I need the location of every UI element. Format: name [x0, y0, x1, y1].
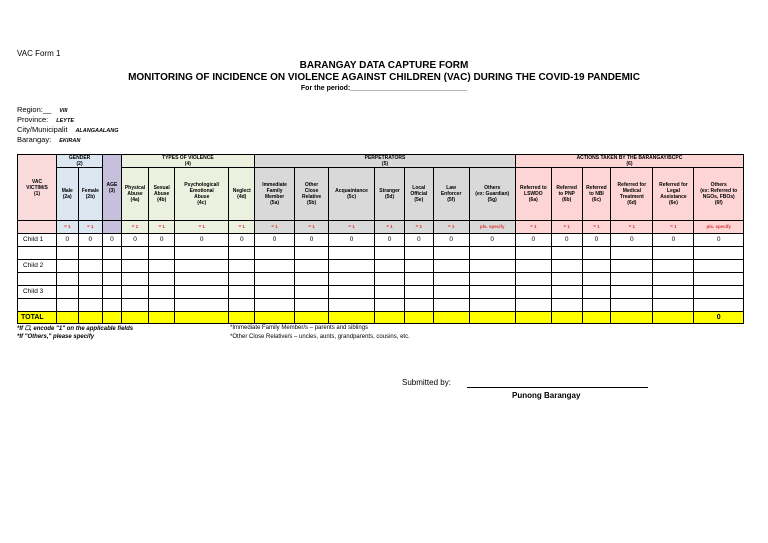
city-value: ALANGAALANG — [75, 128, 119, 134]
col-local-official: Local Official (5e) — [404, 168, 433, 221]
data-cell[interactable] — [582, 286, 611, 299]
note-other-relative: *Other Close Relative/s – uncles, aunts, grandparents, cousins, etc. — [230, 334, 410, 340]
data-cell[interactable] — [103, 260, 121, 273]
data-cell[interactable] — [611, 247, 653, 260]
data-cell[interactable]: 0 — [694, 234, 744, 247]
data-cell[interactable] — [103, 286, 121, 299]
data-cell[interactable]: 0 — [433, 234, 469, 247]
data-cell[interactable] — [469, 286, 515, 299]
col-neglect: Neglect (4d) — [229, 168, 255, 221]
data-cell[interactable] — [433, 247, 469, 260]
data-cell[interactable]: 0 — [582, 234, 611, 247]
data-cell[interactable] — [175, 286, 229, 299]
data-cell[interactable] — [653, 247, 694, 260]
instruction-cell — [18, 221, 57, 234]
col-stranger: Stranger (5d) — [375, 168, 405, 221]
data-cell[interactable] — [57, 260, 79, 273]
data-cell[interactable] — [404, 260, 433, 273]
data-cell[interactable] — [694, 273, 744, 286]
region-value: VIII — [59, 108, 68, 114]
col-physical-abuse: Physical Abuse (4a) — [121, 168, 149, 221]
note-encode: *If ☐, encode "1" on the applicable fields — [17, 326, 134, 332]
data-cell[interactable] — [469, 273, 515, 286]
data-cell[interactable] — [175, 247, 229, 260]
data-cell[interactable] — [515, 299, 551, 312]
data-cell[interactable] — [375, 286, 405, 299]
data-cell[interactable]: 0 — [515, 234, 551, 247]
data-cell[interactable] — [295, 260, 329, 273]
data-cell[interactable] — [653, 299, 694, 312]
data-cell[interactable] — [404, 299, 433, 312]
data-cell[interactable] — [611, 273, 653, 286]
vac-data-table — [17, 154, 744, 324]
instruction-cell: = 1 — [328, 221, 374, 234]
table-row — [18, 286, 744, 299]
data-cell[interactable]: 0 — [469, 234, 515, 247]
col-others-action: Others (ex: Referred to NGOs, FBOs) (6f) — [694, 168, 744, 221]
group-perpetrators: PERPETRATORS (5) — [255, 155, 516, 168]
data-cell[interactable]: 0 — [149, 234, 175, 247]
data-cell[interactable] — [404, 273, 433, 286]
data-cell[interactable] — [515, 260, 551, 273]
col-referred-lswdo: Referred to LSWDO (6a) — [515, 168, 551, 221]
data-cell[interactable]: 0 — [551, 234, 582, 247]
data-cell[interactable] — [295, 273, 329, 286]
data-cell[interactable] — [694, 286, 744, 299]
instruction-cell: = 1 — [582, 221, 611, 234]
instruction-cell: = 1 — [295, 221, 329, 234]
row-label — [18, 273, 57, 286]
col-female: Female (2b) — [78, 168, 103, 221]
province-row — [17, 115, 74, 124]
data-cell[interactable] — [295, 299, 329, 312]
instruction-cell: = 1 — [121, 221, 149, 234]
data-cell[interactable] — [551, 299, 582, 312]
data-cell[interactable] — [469, 247, 515, 260]
data-cell[interactable] — [611, 299, 653, 312]
total-label: TOTAL — [18, 312, 57, 324]
col-referred-nbi: Referred to NBI (6c) — [582, 168, 611, 221]
data-cell[interactable]: 0 — [175, 234, 229, 247]
period-field[interactable]: For the period:______________________________ — [300, 85, 468, 92]
city-label: City/Municipalit — [17, 125, 68, 134]
data-cell[interactable] — [582, 260, 611, 273]
data-cell[interactable] — [328, 299, 374, 312]
instruction-cell: = 1 — [551, 221, 582, 234]
data-cell[interactable] — [551, 286, 582, 299]
data-cell[interactable] — [229, 286, 255, 299]
instruction-cell: = 1 — [149, 221, 175, 234]
row-label — [18, 299, 57, 312]
data-cell[interactable] — [57, 299, 79, 312]
col-immediate-family: Immediate Family Member (5a) — [255, 168, 295, 221]
data-cell[interactable]: 0 — [295, 234, 329, 247]
barangay-label: Barangay: — [17, 135, 52, 144]
note-immediate-family: *Immediate Family Member/s – parents and siblings — [230, 325, 369, 331]
data-cell[interactable]: 0 — [404, 234, 433, 247]
data-cell[interactable]: 0 — [255, 234, 295, 247]
data-cell[interactable] — [694, 299, 744, 312]
instruction-cell: = 1 — [433, 221, 469, 234]
barangay-value: EKIRAN — [59, 138, 81, 144]
data-cell[interactable] — [121, 286, 149, 299]
data-cell[interactable] — [611, 286, 653, 299]
data-cell[interactable] — [582, 273, 611, 286]
row-label: Child 2 — [18, 260, 57, 273]
data-cell[interactable] — [653, 260, 694, 273]
data-cell[interactable] — [175, 299, 229, 312]
col-male: Male (2a) — [57, 168, 79, 221]
data-cell[interactable] — [404, 286, 433, 299]
data-cell[interactable] — [149, 247, 175, 260]
city-row — [17, 125, 119, 134]
group-actions: ACTIONS TAKEN BY THE BARANGAY/BCPC (6) — [515, 155, 743, 168]
data-cell[interactable] — [78, 273, 103, 286]
data-cell[interactable] — [515, 286, 551, 299]
data-cell[interactable] — [103, 247, 121, 260]
total-value: 0 — [694, 312, 744, 324]
data-cell[interactable] — [57, 273, 79, 286]
data-cell[interactable] — [229, 247, 255, 260]
data-cell[interactable] — [175, 273, 229, 286]
table-row — [18, 234, 744, 247]
instruction-cell: = 1 — [78, 221, 103, 234]
data-cell[interactable] — [57, 286, 79, 299]
data-cell[interactable] — [375, 273, 405, 286]
data-cell[interactable] — [328, 260, 374, 273]
data-cell[interactable] — [149, 299, 175, 312]
data-cell[interactable] — [582, 299, 611, 312]
data-cell[interactable] — [404, 247, 433, 260]
data-cell[interactable] — [433, 273, 469, 286]
col-law-enforcer: Law Enforcer (5f) — [433, 168, 469, 221]
data-cell[interactable] — [78, 260, 103, 273]
table-row — [18, 247, 744, 260]
form-number: VAC Form 1 — [17, 49, 61, 58]
table-row — [18, 299, 744, 312]
data-cell[interactable] — [57, 247, 79, 260]
data-cell[interactable] — [515, 247, 551, 260]
data-cell[interactable] — [375, 299, 405, 312]
data-cell[interactable] — [78, 247, 103, 260]
data-cell[interactable] — [694, 260, 744, 273]
province-value: LEYTE — [56, 118, 74, 124]
col-other-close-relative: Other Close Relative (5b) — [295, 168, 329, 221]
data-cell[interactable]: 0 — [229, 234, 255, 247]
region-label: Region:__ — [17, 105, 52, 114]
instruction-cell — [103, 221, 121, 234]
data-cell[interactable] — [694, 247, 744, 260]
data-cell[interactable] — [433, 260, 469, 273]
data-cell[interactable] — [653, 286, 694, 299]
barangay-row — [17, 135, 80, 144]
instruction-cell: = 1 — [255, 221, 295, 234]
data-cell[interactable] — [229, 299, 255, 312]
data-cell[interactable] — [295, 247, 329, 260]
data-cell[interactable] — [149, 260, 175, 273]
data-cell[interactable] — [551, 247, 582, 260]
col-vac-victims: VAC VICTIM/S (1) — [18, 155, 57, 221]
data-cell[interactable] — [328, 247, 374, 260]
data-cell[interactable]: 0 — [653, 234, 694, 247]
signatory-title: Punong Barangay — [512, 391, 581, 400]
data-cell[interactable] — [433, 286, 469, 299]
data-cell[interactable] — [551, 260, 582, 273]
data-cell[interactable] — [78, 286, 103, 299]
data-cell[interactable] — [611, 260, 653, 273]
data-cell[interactable] — [255, 260, 295, 273]
instruction-cell: pls. specify — [469, 221, 515, 234]
data-cell[interactable] — [121, 299, 149, 312]
data-cell[interactable] — [433, 299, 469, 312]
signature-line[interactable] — [467, 387, 648, 388]
data-cell[interactable] — [551, 273, 582, 286]
col-acquaintance: Acquaintance (5c) — [328, 168, 374, 221]
data-cell[interactable] — [121, 247, 149, 260]
data-cell[interactable] — [229, 273, 255, 286]
instruction-cell: pls. specify — [694, 221, 744, 234]
data-cell[interactable] — [255, 299, 295, 312]
data-cell[interactable] — [255, 247, 295, 260]
data-cell[interactable] — [469, 260, 515, 273]
data-cell[interactable] — [375, 247, 405, 260]
data-cell[interactable] — [469, 299, 515, 312]
col-sexual-abuse: Sexual Abuse (4b) — [149, 168, 175, 221]
instruction-cell: = 1 — [611, 221, 653, 234]
data-cell[interactable]: 0 — [328, 234, 374, 247]
data-cell[interactable] — [515, 273, 551, 286]
data-cell[interactable] — [295, 286, 329, 299]
data-cell[interactable] — [255, 286, 295, 299]
col-psychological-abuse: Psychological/ Emotional Abuse (4c) — [175, 168, 229, 221]
group-gender: GENDER (2) — [57, 155, 103, 168]
form-subtitle: MONITORING OF INCIDENCE ON VIOLENCE AGAINST CHILDREN (VAC) DURING THE COVID-19 PANDEMIC — [128, 72, 640, 83]
col-others-perpetrator: Others (ex: Guardian) (5g) — [469, 168, 515, 221]
data-cell[interactable] — [229, 260, 255, 273]
data-cell[interactable] — [582, 247, 611, 260]
data-cell[interactable] — [328, 286, 374, 299]
data-cell[interactable] — [149, 273, 175, 286]
data-cell[interactable]: 0 — [375, 234, 405, 247]
data-cell[interactable] — [103, 299, 121, 312]
data-cell[interactable] — [328, 273, 374, 286]
table-row — [18, 260, 744, 273]
col-age: AGE (3) — [103, 155, 121, 221]
province-label: Province: — [17, 115, 49, 124]
instruction-cell: = 1 — [57, 221, 79, 234]
instruction-cell: = 1 — [515, 221, 551, 234]
submitted-by-label: Submitted by: — [402, 378, 451, 387]
data-cell[interactable] — [175, 260, 229, 273]
data-cell[interactable] — [375, 260, 405, 273]
data-cell[interactable] — [149, 286, 175, 299]
row-label — [18, 247, 57, 260]
col-referred-legal: Referred for Legal Assistance (6e) — [653, 168, 694, 221]
data-cell[interactable] — [255, 273, 295, 286]
instruction-cell: = 1 — [404, 221, 433, 234]
region-row — [17, 105, 67, 114]
data-cell[interactable] — [121, 273, 149, 286]
data-cell[interactable]: 0 — [78, 234, 103, 247]
instruction-cell: = 1 — [175, 221, 229, 234]
row-label: Child 1 — [18, 234, 57, 247]
data-cell[interactable] — [103, 273, 121, 286]
data-cell[interactable] — [653, 273, 694, 286]
instruction-cell: = 1 — [229, 221, 255, 234]
row-label: Child 3 — [18, 286, 57, 299]
total-row — [18, 312, 744, 324]
data-cell[interactable]: 0 — [57, 234, 79, 247]
data-cell[interactable]: 0 — [121, 234, 149, 247]
instruction-row — [18, 221, 744, 234]
table-row — [18, 273, 744, 286]
col-referred-pnp: Referred to PNP (6b) — [551, 168, 582, 221]
col-referred-medical: Referred for Medical Treatment (6d) — [611, 168, 653, 221]
data-cell[interactable] — [121, 260, 149, 273]
instruction-cell: = 1 — [653, 221, 694, 234]
group-types-of-violence: TYPES OF VIOLENCE (4) — [121, 155, 254, 168]
data-cell[interactable]: 0 — [103, 234, 121, 247]
form-title: BARANGAY DATA CAPTURE FORM — [299, 60, 469, 71]
note-others: *If "Others," please specify — [17, 334, 95, 340]
data-cell[interactable]: 0 — [611, 234, 653, 247]
instruction-cell: = 1 — [375, 221, 405, 234]
data-cell[interactable] — [78, 299, 103, 312]
